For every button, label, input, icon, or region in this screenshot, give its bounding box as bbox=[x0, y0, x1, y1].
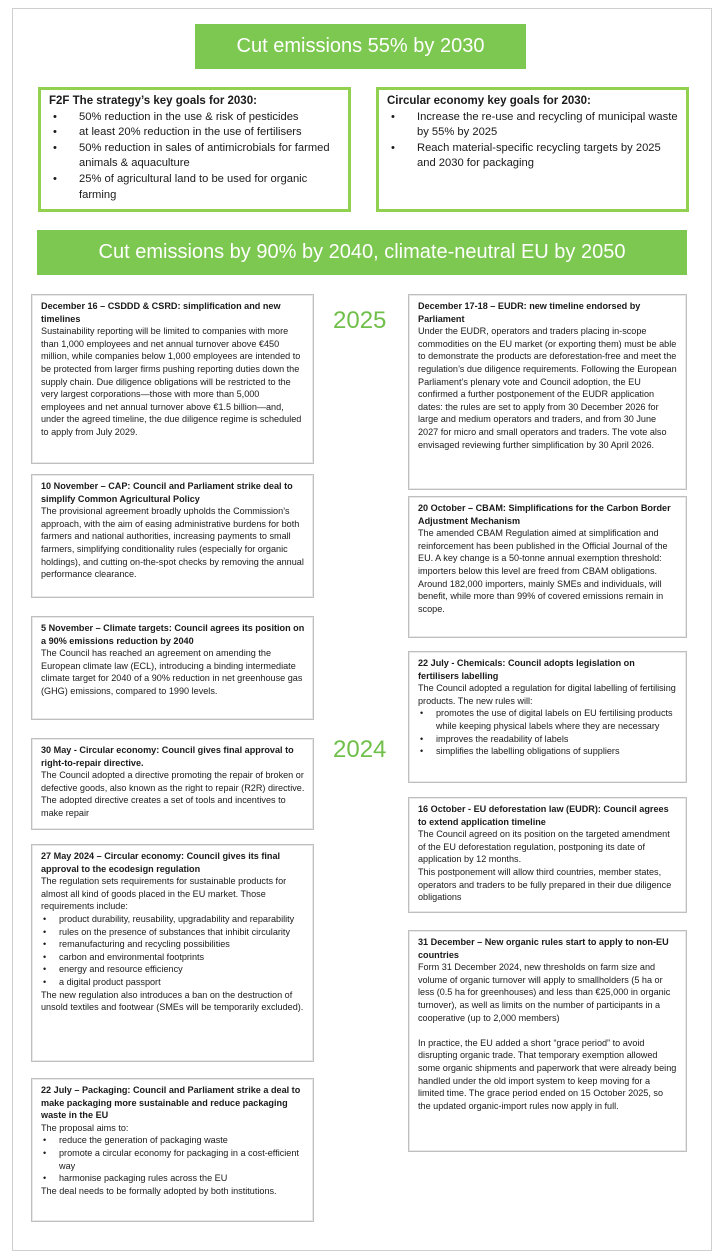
card-list bbox=[41, 1134, 305, 1184]
card-title: 16 October - EU deforestation law (EUDR): Council agrees to extend application timeline bbox=[418, 804, 669, 827]
circular-goal-item: • Increase the re-use and recycling of municipal waste by 55% by 2025 bbox=[387, 110, 678, 141]
card-ecodesign-regulation bbox=[31, 844, 314, 1062]
card-footer-text: The new regulation also introduces a ban on the destruction of unsold textiles and footwear (SMEs will be temporarily excluded). bbox=[41, 989, 304, 1013]
year-label-2025: 2025 bbox=[333, 307, 387, 334]
card-cbam bbox=[408, 496, 687, 638]
f2f-goals-title: F2F The strategy’s key goals for 2030: bbox=[49, 95, 257, 107]
card-right-to-repair bbox=[31, 738, 314, 830]
card-list bbox=[41, 913, 305, 989]
card-body: The Council adopted a regulation for digital labelling of fertilising products. The new rules will: bbox=[418, 683, 676, 706]
card-title: 30 May - Circular economy: Council gives final approval to right-to-repair directive. bbox=[41, 745, 294, 768]
circular-goals-title: Circular economy key goals for 2030: bbox=[387, 95, 591, 107]
card-cap-simplification bbox=[31, 474, 314, 598]
f2f-goal-item: • 50% reduction in sales of antimicrobials for farmed animals & aquaculture bbox=[49, 141, 340, 172]
list-item: • a digital product passport bbox=[41, 976, 305, 989]
list-item: • reduce the generation of packaging waste bbox=[41, 1134, 305, 1147]
card-title: 22 July – Packaging: Council and Parliament strike a deal to make packaging more sustainable and reduce packaging waste in the EU bbox=[41, 1085, 301, 1121]
year-label-2024: 2024 bbox=[333, 736, 387, 763]
list-item: • simplifies the labelling obligations of suppliers bbox=[418, 745, 678, 758]
card-title: December 16 – CSDDD & CSRD: simplification and new timelines bbox=[41, 301, 281, 324]
card-csddd-csrd bbox=[31, 294, 314, 464]
card-body: Form 31 December 2024, new thresholds on farm size and volume of organic turnover will apply to smallholders (5 ha or less (0.5 ha for greenhouses) and less than €25,000 in organic turnover), as well as limits on the number of participants in a cooperative (up to 2,000 members) bbox=[418, 962, 671, 1023]
list-item: • product durability, reusability, upgradability and reparability bbox=[41, 913, 305, 926]
f2f-goal-item: • 25% of agricultural land to be used for organic farming bbox=[49, 172, 340, 203]
circular-goal-item: • Reach material-specific recycling targets by 2025 and 2030 for packaging bbox=[387, 141, 678, 172]
list-item: • promote a circular economy for packaging in a cost-efficient way bbox=[41, 1147, 305, 1172]
card-body: The proposal aims to: bbox=[41, 1122, 129, 1133]
card-title: 10 November – CAP: Council and Parliament strike deal to simplify Common Agricultural Policy bbox=[41, 481, 293, 504]
card-title: 31 December – New organic rules start to apply to non-EU countries bbox=[418, 937, 669, 960]
banner-2040-2050-target: Cut emissions by 90% by 2040, climate-neutral EU by 2050 bbox=[37, 230, 687, 275]
card-footer-text: The deal needs to be formally adopted by both institutions. bbox=[41, 1185, 277, 1196]
f2f-goal-item: • 50% reduction in the use & risk of pesticides bbox=[49, 110, 340, 126]
card-packaging bbox=[31, 1078, 314, 1222]
card-title: 20 October – CBAM: Simplifications for the Carbon Border Adjustment Mechanism bbox=[418, 503, 671, 526]
f2f-goals-list bbox=[49, 110, 340, 204]
card-title: December 17-18 – EUDR: new timeline endorsed by Parliament bbox=[418, 301, 641, 324]
card-title: 22 July - Chemicals: Council adopts legislation on fertilisers labelling bbox=[418, 658, 635, 681]
card-body: The amended CBAM Regulation aimed at simplification and reinforcement has been published in the Official Journal of the EU. A key change is a 50-tonne annual exemption threshold: importers below this level are freed from CBAM obligations. Around 182,000 importers, mainly SMEs and individuals, will benefit, while more than 99% of covered emissions remain in scope. bbox=[418, 528, 668, 614]
card-body: The regulation sets requirements for sustainable products for almost all kind of goods placed in the EU market. Those requirements include: bbox=[41, 876, 287, 912]
card-body: The Council adopted a directive promoting the repair of broken or defective goods, also known as the right to repair (R2R) directive. The adopted directive creates a set of tools and incentives to make repair bbox=[41, 770, 305, 818]
card-list bbox=[418, 707, 678, 757]
card-eudr-council bbox=[408, 797, 687, 913]
circular-economy-goals-box bbox=[376, 87, 689, 212]
card-title: 27 May 2024 – Circular economy: Council gives its final approval to the ecodesign regulation bbox=[41, 851, 281, 874]
card-climate-targets bbox=[31, 616, 314, 720]
list-item: • carbon and environmental footprints bbox=[41, 951, 305, 964]
card-body: The Council agreed on its position on the targeted amendment of the EU deforestation regulation, postponing its date of application by 12 months. This postponement will allow third countries, member states, operators and traders to be fully prepared in their due diligence obligations bbox=[418, 829, 672, 903]
list-item: • harmonise packaging rules across the EU bbox=[41, 1172, 305, 1185]
card-eudr-parliament bbox=[408, 294, 687, 490]
card-fertilisers-labelling bbox=[408, 651, 687, 783]
f2f-goal-item: • at least 20% reduction in the use of fertilisers bbox=[49, 125, 340, 141]
f2f-goals-box bbox=[38, 87, 351, 212]
list-item: • promotes the use of digital labels on EU fertilising products while keeping physical labels where they are necessary bbox=[418, 707, 678, 732]
card-body: Sustainability reporting will be limited to companies with more than 1,000 employees and net annual turnover above €450 million, while companies below 1,000 employees are intended to be protected from larger firms pushing reporting duties down the supply chain. Due diligence obligations will be restricted to the very largest corporations—those with more than 5,000 employees and net annual turnover above €1.5 billion—and, under the agreed timeline, the due diligence regime is scheduled to apply from July 2029. bbox=[41, 326, 302, 437]
card-body: Under the EUDR, operators and traders placing in-scope commodities on the EU market (or exporting them) must be able to demonstrate the products are deforestation-free and meet the regulation’s due diligence requirements. Following the European Parliament’s plenary vote and Council adoption, the EU confirmed a further postponement of the EUDR application dates: the rules are set to apply from 30 December 2026 for large and medium operators and traders, and from 30 June 2027 for micro and small operators and traders. The vote also envisaged reviewing further simplification by 30 April 2026. bbox=[418, 326, 677, 450]
card-footer-text: In practice, the EU added a short “grace period” to avoid disrupting organic trade. That temporary exemption allowed some organic shipments and paperwork that were already being handled under the old import system to keep moving for a limited time. The grace period ended on 15 October 2025, so the updated organic-import rules now apply in full. bbox=[418, 1037, 677, 1111]
card-body: The provisional agreement broadly upholds the Commission’s approach, with the aim of easing administrative burdens for both farmers and national authorities, increasing payments to small farmers, simplifying conditionality rules (especially for organic holdings), and cutting on-the-spot checks by removing the annual performance clearance. bbox=[41, 506, 304, 580]
card-body: The Council has reached an agreement on amending the European climate law (ECL), introducing a binding intermediate climate target for 2040 of a 90% reduction in net greenhouse gas (GHG) emissions, compared to 1990 levels. bbox=[41, 648, 303, 696]
list-item: • remanufacturing and recycling possibilities bbox=[41, 938, 305, 951]
list-item: • energy and resource efficiency bbox=[41, 963, 305, 976]
list-item: • rules on the presence of substances that inhibit circularity bbox=[41, 926, 305, 939]
list-item: • improves the readability of labels bbox=[418, 733, 678, 746]
banner-2030-target: Cut emissions 55% by 2030 bbox=[195, 24, 526, 69]
card-organic-rules bbox=[408, 930, 687, 1152]
circular-goals-list bbox=[387, 110, 678, 172]
card-title: 5 November – Climate targets: Council agrees its position on a 90% emissions reduction by 2040 bbox=[41, 623, 305, 646]
